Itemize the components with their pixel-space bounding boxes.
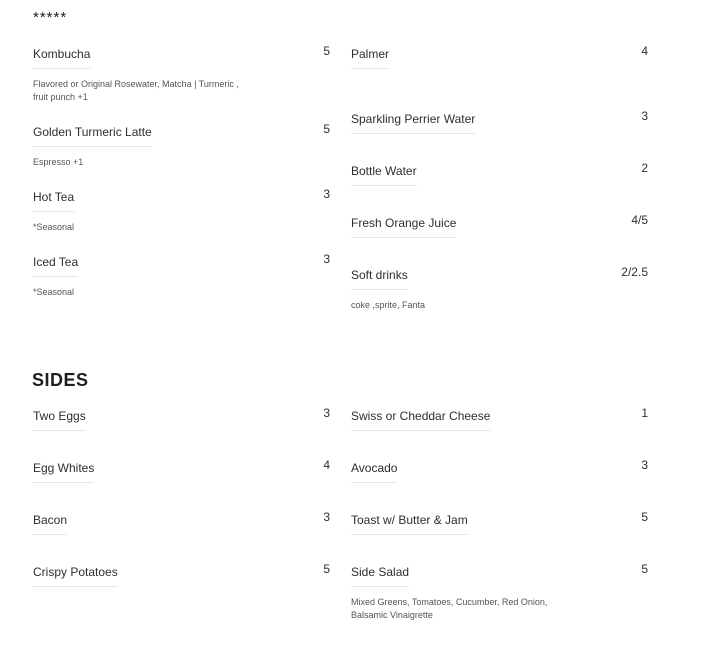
menu-item-swiss-or-cheddar-cheese [351, 407, 490, 431]
menu-item-name: Bottle Water [351, 164, 417, 186]
menu-item-description: Flavored or Original Rosewater, Matcha | Turmeric , fruit punch +1 [33, 79, 239, 102]
menu-item-price: 3 [323, 187, 330, 201]
menu-item-egg-whites [33, 459, 94, 483]
menu-item-price: 5 [323, 122, 330, 136]
menu-item-price: 2 [641, 161, 648, 175]
drinks-section-heading: ***** [33, 9, 68, 26]
menu-item-description: Espresso +1 [33, 157, 84, 167]
menu-item-price: 5 [323, 562, 330, 576]
menu-item-two-eggs [33, 407, 86, 431]
menu-item-name: Hot Tea [33, 190, 74, 212]
menu-item-name: Two Eggs [33, 409, 86, 431]
menu-item-name: Avocado [351, 461, 397, 483]
menu-item-name: Swiss or Cheddar Cheese [351, 409, 490, 431]
menu-item-name: Side Salad [351, 565, 409, 587]
menu-item-golden-turmeric-latte [33, 123, 253, 169]
menu-item-description: *Seasonal [33, 287, 75, 297]
menu-item-name: Kombucha [33, 47, 90, 69]
menu-item-name: Golden Turmeric Latte [33, 125, 152, 147]
menu-item-bacon [33, 511, 67, 535]
menu-item-description: coke ,sprite, Fanta [351, 300, 426, 310]
sides-section-heading: SIDES [32, 370, 89, 390]
menu-item-crispy-potatoes [33, 563, 118, 587]
menu-item-price: 3 [641, 109, 648, 123]
menu-item-name: Fresh Orange Juice [351, 216, 456, 238]
menu-item-avocado [351, 459, 397, 483]
menu-item-description: *Seasonal [33, 222, 75, 232]
menu-item-price: 5 [641, 562, 648, 576]
menu-item-price: 3 [323, 510, 330, 524]
menu-item-name: Sparkling Perrier Water [351, 112, 475, 134]
menu-item-name: Soft drinks [351, 268, 408, 290]
menu-item-fresh-orange-juice [351, 214, 456, 238]
menu-item-soft-drinks [351, 266, 571, 312]
menu-item-price: 4 [323, 458, 330, 472]
menu-item-price: 5 [641, 510, 648, 524]
menu-item-palmer [351, 45, 389, 69]
menu-item-iced-tea [33, 253, 253, 299]
menu-item-price: 5 [323, 44, 330, 58]
menu-item-name: Bacon [33, 513, 67, 535]
menu-item-description: Mixed Greens, Tomatoes, Cucumber, Red Onion, Balsamic Vinaigrette [351, 597, 548, 620]
menu-item-price: 4/5 [631, 213, 648, 227]
menu-item-toast-butter-jam [351, 511, 468, 535]
menu-item-sparkling-perrier-water [351, 110, 475, 134]
menu-item-price: 1 [641, 406, 648, 420]
menu-item-price: 3 [323, 406, 330, 420]
menu-item-kombucha [33, 45, 253, 104]
menu-item-price: 3 [323, 252, 330, 266]
menu-item-price: 2/2.5 [621, 265, 648, 279]
menu-item-name: Toast w/ Butter & Jam [351, 513, 468, 535]
menu-item-name: Palmer [351, 47, 389, 69]
menu-item-name: Egg Whites [33, 461, 94, 483]
menu-item-side-salad [351, 563, 571, 622]
menu-item-hot-tea [33, 188, 253, 234]
menu-item-price: 4 [641, 44, 648, 58]
menu-item-price: 3 [641, 458, 648, 472]
menu-item-name: Iced Tea [33, 255, 78, 277]
menu-item-bottle-water [351, 162, 417, 186]
menu-item-name: Crispy Potatoes [33, 565, 118, 587]
